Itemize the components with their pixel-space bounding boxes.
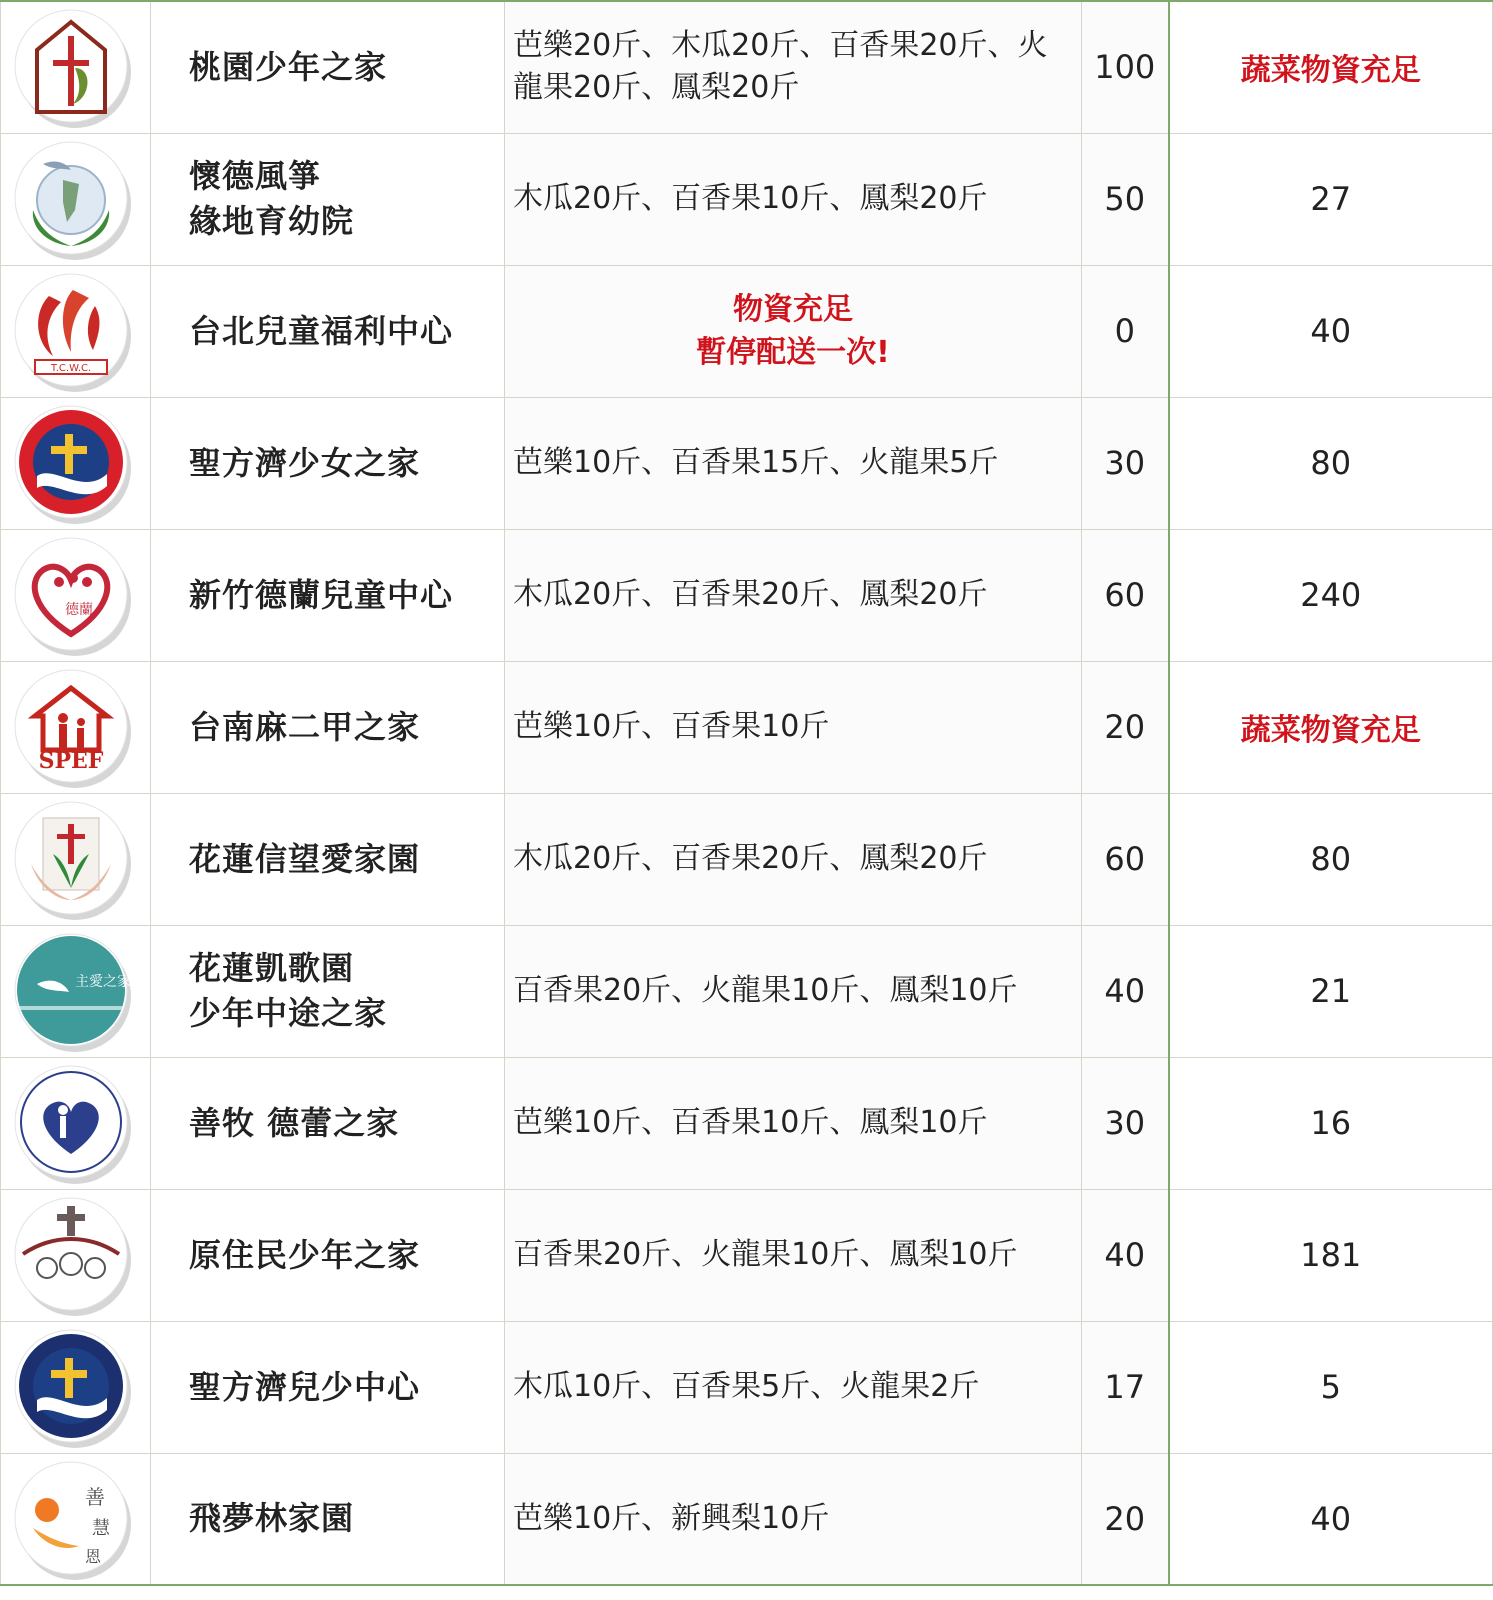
stock-value: 5 [1320,1368,1341,1406]
items-list [505,133,1082,265]
quantity-value: 30 [1082,1057,1169,1189]
items-text: 芭樂10斤、百香果10斤、鳳梨10斤 [513,1105,988,1140]
quantity-value: 20 [1082,661,1169,793]
quantity-value: 50 [1082,133,1169,265]
stock-cell [1169,925,1493,1057]
spef-logo [13,668,131,786]
logo-cell [1,265,151,397]
quantity-value: 17 [1082,1321,1169,1453]
stock-value: 240 [1300,576,1362,614]
quantity-value: 0 [1082,265,1169,397]
organization-name: 聖方濟兒少中心 [151,1321,505,1453]
items-text: 百香果20斤、火龍果10斤、鳳梨10斤 [513,973,1018,1008]
stock-cell [1169,397,1493,529]
organization-name: 飛夢林家園 [151,1453,505,1585]
logo-text: 主愛之家 [75,974,131,990]
organization-name: 桃園少年之家 [151,1,505,133]
logo-cell [1,661,151,793]
stock-cell [1169,265,1493,397]
logo-cell [1,133,151,265]
items-text: 木瓜20斤、百香果10斤、鳳梨20斤 [513,181,988,216]
table-row [1,1453,1493,1585]
dove-globe-logo [13,140,131,258]
table-row [1,793,1493,925]
logo-cell [1,925,151,1057]
stock-value: 80 [1310,444,1352,482]
organization-name: 花蓮信望愛家園 [151,793,505,925]
organization-name: 善牧 德蕾之家 [151,1057,505,1189]
organization-name: 聖方濟少女之家 [151,397,505,529]
stock-value: 181 [1300,1236,1362,1274]
items-list [505,793,1082,925]
table-row [1,1057,1493,1189]
items-list [505,1321,1082,1453]
items-text: 芭樂10斤、百香果15斤、火龍果5斤 [513,445,999,480]
logo-cell [1,529,151,661]
logo-cell [1,1057,151,1189]
house-cross-logo [13,8,131,126]
stock-alert-note: 蔬菜物資充足 [1240,713,1421,748]
table-row [1,925,1493,1057]
items-text: 木瓜10斤、百香果5斤、火龍果2斤 [513,1369,980,1404]
items-text: 百香果20斤、火龍果10斤、鳳梨10斤 [513,1237,1018,1272]
quantity-value: 60 [1082,793,1169,925]
table-row [1,397,1493,529]
items-text: 木瓜20斤、百香果20斤、鳳梨20斤 [513,841,988,876]
organization-name: 花蓮凱歌園 少年中途之家 [151,925,505,1057]
stock-cell [1169,1453,1493,1585]
svg-text:恩: 恩 [84,1546,102,1566]
logo-cell [1,1321,151,1453]
logo-text: T.C.W.C. [50,363,92,374]
table-row [1,661,1493,793]
calligraphy-logo [13,1460,131,1578]
table-row [1,1189,1493,1321]
items-text: 芭樂10斤、新興梨10斤 [513,1500,830,1536]
logo-cell [1,1,151,133]
items-list [505,1057,1082,1189]
items-list [505,397,1082,529]
items-list [505,1189,1082,1321]
stock-cell [1169,793,1493,925]
items-list [505,661,1082,793]
logo-text: SPEF [38,748,104,774]
items-text: 芭樂10斤、百香果10斤 [513,709,830,744]
logo-text: 善 [85,1484,105,1509]
organization-name: 台北兒童福利中心 [151,265,505,397]
st-francis-youth-logo [13,1328,131,1446]
stock-value: 27 [1310,180,1352,218]
organization-name: 原住民少年之家 [151,1189,505,1321]
logo-cell [1,1453,151,1585]
stock-value: 80 [1310,840,1352,878]
logo-text: 德蘭 [65,602,93,618]
svg-text:慧: 慧 [92,1517,110,1539]
table-row [1,529,1493,661]
stock-value: 40 [1310,1499,1352,1538]
quantity-value: 20 [1082,1453,1169,1585]
stock-value: 16 [1310,1104,1352,1142]
items-text: 芭樂20斤、木瓜20斤、百香果20斤、火龍果20斤、鳳梨20斤 [513,28,1048,106]
stock-cell [1169,661,1493,793]
quantity-value: 60 [1082,529,1169,661]
organization-name: 懷德風箏 緣地育幼院 [151,133,505,265]
logo-cell [1,1189,151,1321]
tcwc-logo [13,272,131,390]
organization-name: 台南麻二甲之家 [151,661,505,793]
quantity-value: 100 [1082,1,1169,133]
quantity-value: 30 [1082,397,1169,529]
quantity-value: 40 [1082,1189,1169,1321]
stock-value: 40 [1310,312,1352,350]
items-list [505,1453,1082,1585]
organization-name: 新竹德蘭兒童中心 [151,529,505,661]
quantity-value: 40 [1082,925,1169,1057]
table-row [1,133,1493,265]
logo-cell [1,793,151,925]
items-text: 木瓜20斤、百香果20斤、鳳梨20斤 [513,577,988,612]
logo-cell [1,397,151,529]
items-list [505,265,1082,397]
stock-cell [1169,1321,1493,1453]
stock-value: 21 [1310,972,1352,1010]
stock-cell [1169,1189,1493,1321]
stock-cell [1169,1,1493,133]
items-list [505,1,1082,133]
items-alert-note: 物資充足 暫停配送一次! [696,291,890,370]
items-list [505,925,1082,1057]
table-row [1,1321,1493,1453]
stock-cell [1169,1057,1493,1189]
stock-cell [1169,133,1493,265]
heart-delan-logo [13,536,131,654]
table-row [1,265,1493,397]
stock-cell [1169,529,1493,661]
teal-dove-logo [13,932,131,1050]
indigenous-children-logo [13,1196,131,1314]
table-row [1,1,1493,133]
stock-alert-note: 蔬菜物資充足 [1240,53,1421,89]
good-shepherd-logo [13,1064,131,1182]
st-francis-girls-logo [13,404,131,522]
items-list [505,529,1082,661]
hands-cross-logo [13,800,131,918]
